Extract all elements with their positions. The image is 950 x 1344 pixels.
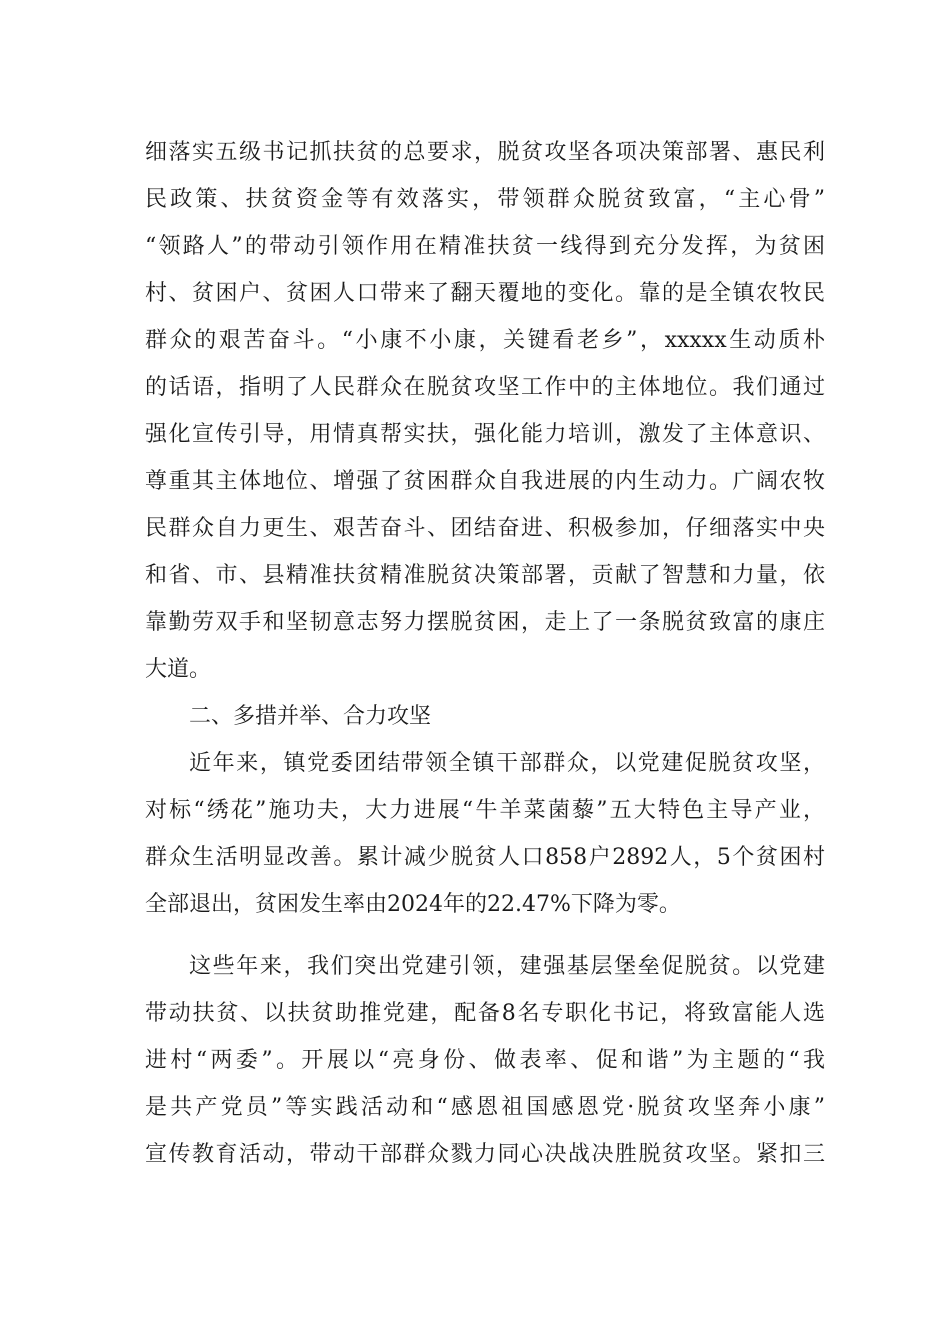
paragraph-1-line-10: 和省、市、县精准扶贫精准脱贫决策部署，贡献了智慧和力量，依: [145, 563, 825, 588]
paragraph-1-line-2: 民政策、扶贫资金等有效落实，带领群众脱贫致富，“主心骨”: [145, 187, 825, 212]
paragraph-3-line-2: 带动扶贫、以扶贫助推党建，配备8名专职化书记，将致富能人选: [145, 1001, 825, 1026]
paragraph-2-line-3: 群众生活明显改善。累计减少脱贫人口858户2892人，5个贫困村: [145, 845, 825, 870]
paragraph-2-line-4: 全部退出，贫困发生率由2024年的22.47%下降为零。: [145, 892, 681, 917]
paragraph-1-line-5: 群众的艰苦奋斗。“小康不小康，关键看老乡”，xxxxx生动质朴: [145, 328, 825, 353]
paragraph-1-line-6: 的话语，指明了人民群众在脱贫攻坚工作中的主体地位。我们通过: [145, 375, 825, 400]
paragraph-3-line-3: 进村“两委”。开展以“亮身份、做表率、促和谐”为主题的“我: [145, 1048, 825, 1073]
paragraph-1-line-8: 尊重其主体地位、增强了贫困群众自我进展的内生动力。广阔农牧: [145, 469, 825, 494]
paragraph-1-line-9: 民群众自力更生、艰苦奋斗、团结奋进、积极参加，仔细落实中央: [145, 516, 825, 541]
paragraph-1-line-11: 靠勤劳双手和坚韧意志努力摆脱贫困，走上了一条脱贫致富的康庄: [145, 610, 825, 635]
section-heading: 二、多措并举、合力攻坚: [189, 704, 432, 729]
paragraph-3-line-4: 是共产党员”等实践活动和“感恩祖国感恩党·脱贫攻坚奔小康”: [145, 1095, 825, 1120]
paragraph-2-line-2: 对标“绣花”施功夫，大力进展“牛羊菜菌藜”五大特色主导产业，: [145, 798, 825, 823]
paragraph-3-line-1: 这些年来，我们突出党建引领，建强基层堡垒促脱贫。以党建: [189, 954, 825, 979]
paragraph-1-line-7: 强化宣传引导，用情真帮实扶，强化能力培训，激发了主体意识、: [145, 422, 825, 447]
paragraph-3-line-5: 宣传教育活动，带动干部群众戮力同心决战决胜脱贫攻坚。紧扣三: [145, 1142, 825, 1167]
paragraph-2-line-1: 近年来，镇党委团结带领全镇干部群众，以党建促脱贫攻坚，: [189, 751, 825, 776]
paragraph-1-line-12: 大道。: [145, 657, 212, 682]
paragraph-1-line-4: 村、贫困户、贫困人口带来了翻天覆地的变化。靠的是全镇农牧民: [145, 281, 825, 306]
paragraph-1-line-3: “领路人”的带动引领作用在精准扶贫一线得到充分发挥，为贫困: [145, 234, 825, 259]
paragraph-1-line-1: 细落实五级书记抓扶贫的总要求，脱贫攻坚各项决策部署、惠民利: [145, 140, 825, 165]
